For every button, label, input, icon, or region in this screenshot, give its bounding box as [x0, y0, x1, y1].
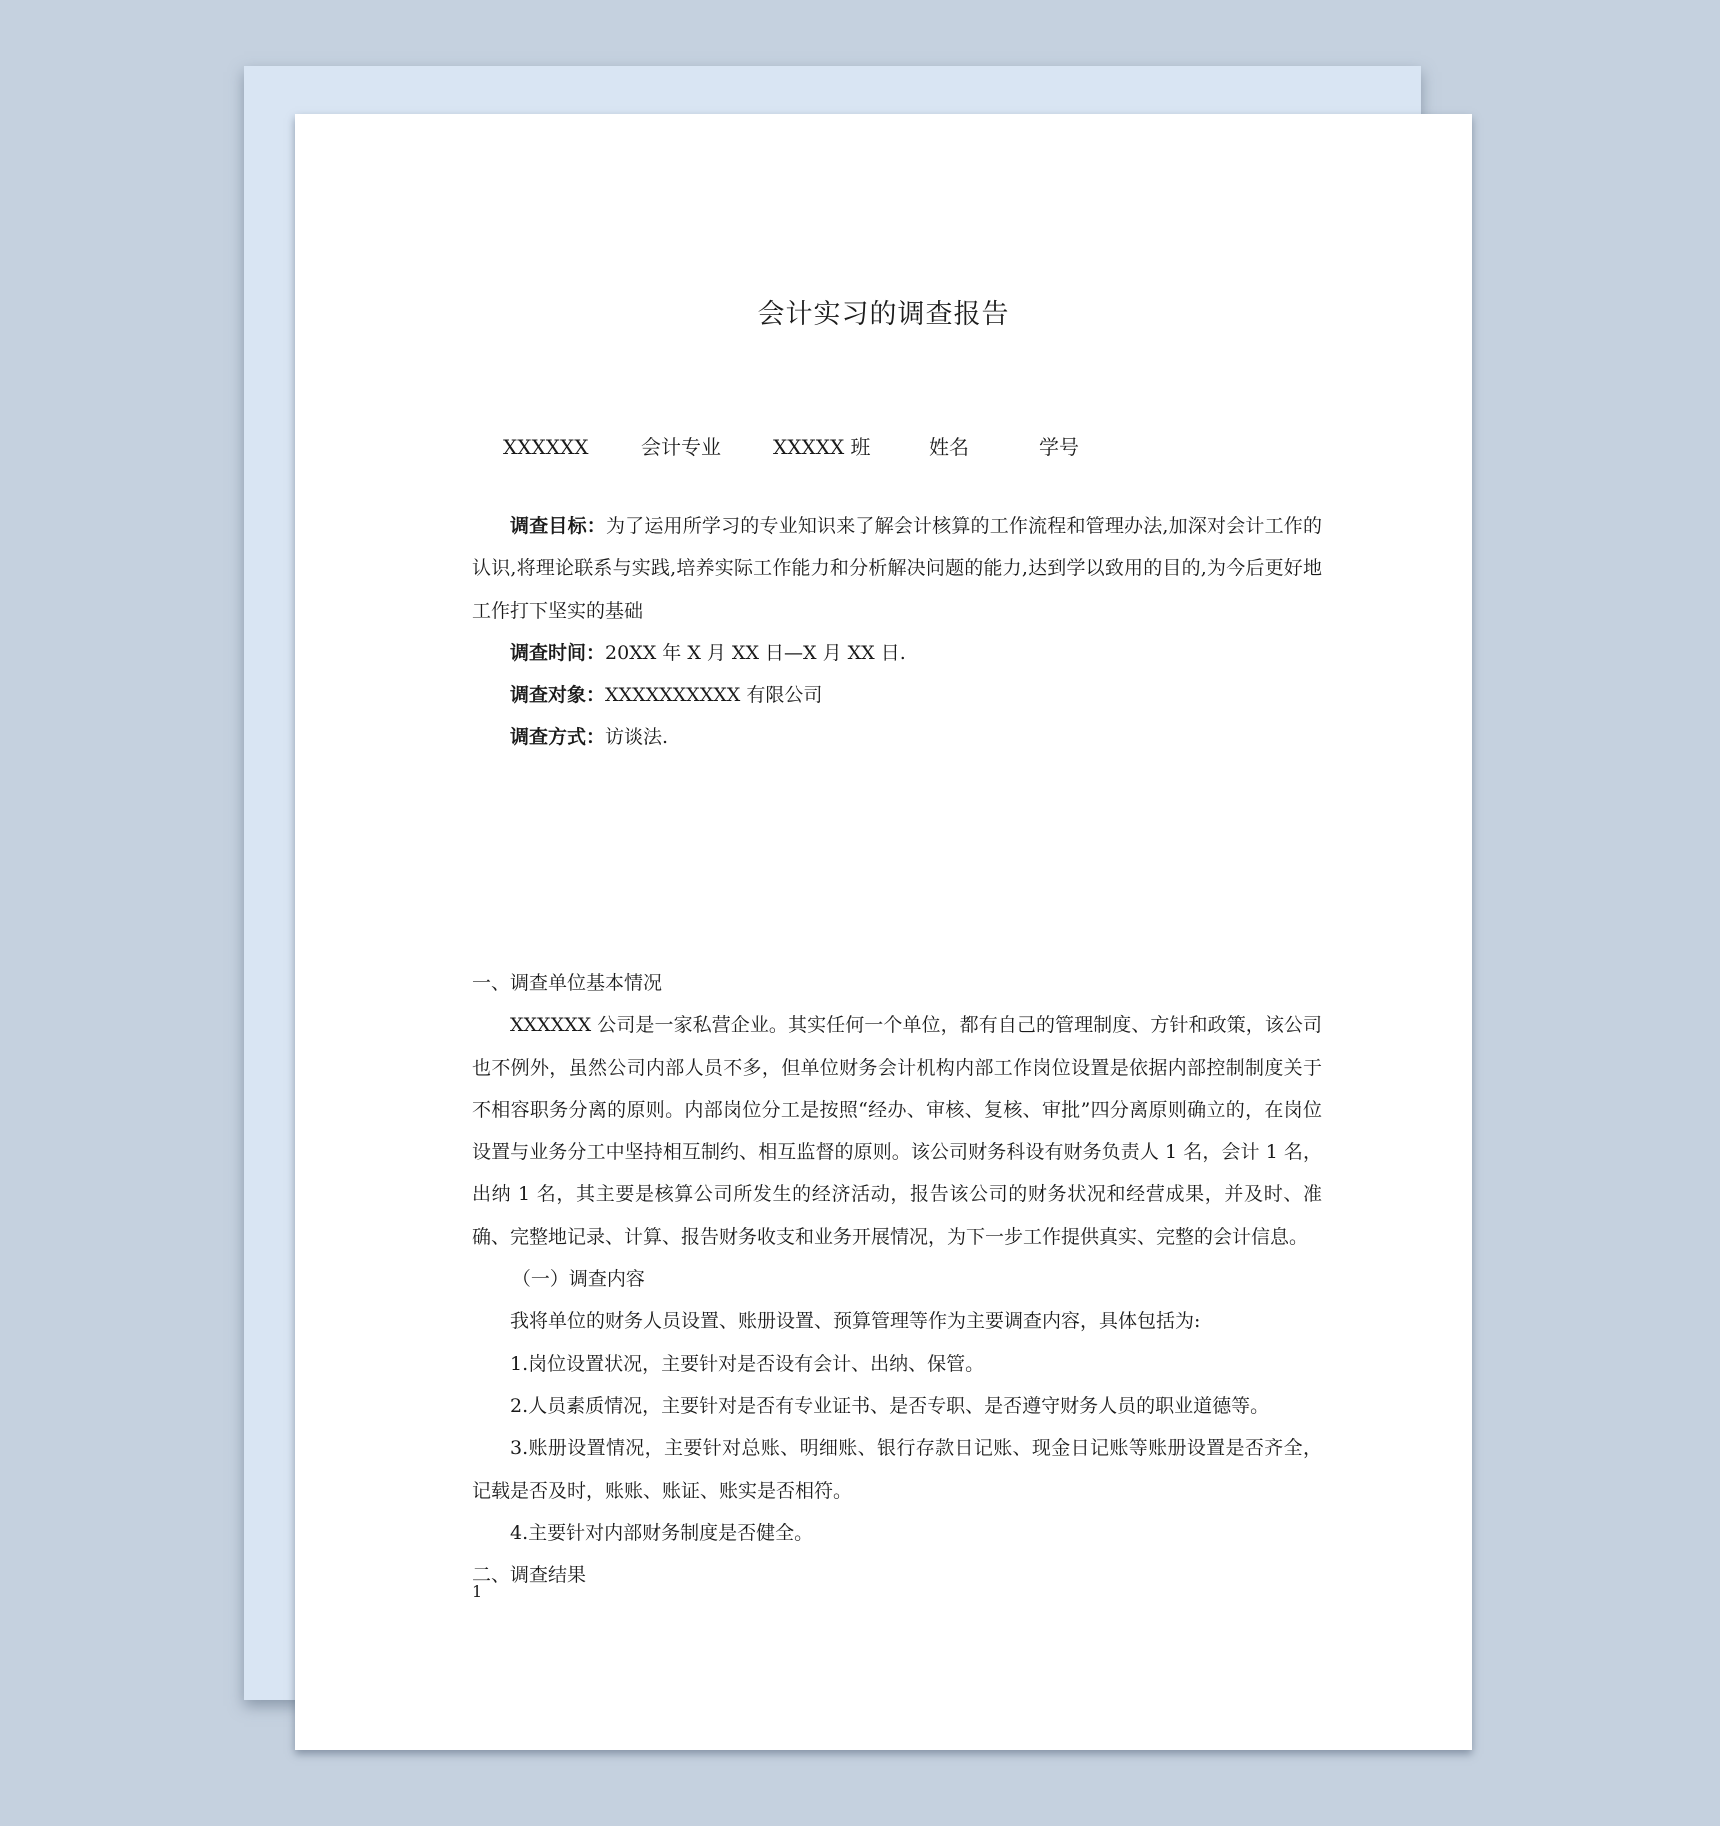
survey-meta — [472, 505, 1322, 759]
target-text: XXXXXXXXXX 有限公司 — [605, 684, 823, 707]
page-number: 1 — [472, 1582, 483, 1601]
time-text: 20XX 年 X 月 XX 日—X 月 XX 日. — [605, 641, 906, 664]
school-field: XXXXXX — [503, 435, 589, 459]
method-text: 访谈法. — [605, 726, 669, 749]
survey-goal — [472, 505, 1322, 632]
section-basic-info — [472, 962, 1322, 1596]
subsection-heading: （一）调查内容 — [511, 1268, 645, 1291]
class-field: XXXXX 班 — [773, 435, 871, 459]
list-item: 4.主要针对内部财务制度是否健全。 — [510, 1521, 814, 1544]
section1-heading: 一、调查单位基本情况 — [472, 972, 663, 994]
student-info-row — [503, 432, 1472, 462]
survey-content-intro: 我将单位的财务人员设置、账册设置、预算管理等作为主要调查内容，具体包括为: — [510, 1310, 1201, 1333]
goal-label: 调查目标： — [510, 515, 606, 537]
method-label: 调查方式： — [510, 726, 606, 749]
name-label: 姓名 — [929, 435, 969, 459]
survey-time — [472, 632, 1322, 674]
major-field: 会计专业 — [641, 435, 721, 459]
list-item: 1.岗位设置状况，主要针对是否设有会计、出纳、保管。 — [510, 1352, 985, 1375]
section2-heading: 二、调查结果 — [472, 1564, 587, 1587]
student-id-label: 学号 — [1039, 435, 1079, 459]
document-page — [295, 114, 1472, 1750]
time-label: 调查时间： — [510, 641, 606, 664]
goal-text: 为了运用所学习的专业知识来了解会计核算的工作流程和管理办法,加深对会计工作的认识,将理论联系与实践,培养实际工作能力和分析解决问题的能力,达到学以致用的目的,为今后更好地工作打下坚实的基础 — [472, 515, 1322, 622]
section1-paragraph: XXXXXX 公司是一家私营企业。其实任何一个单位，都有自己的管理制度、方针和政策，该公司也不例外，虽然公司内部人员不多，但单位财务会计机构内部工作岗位设置是依据内部控制制度关于不相容职务分离的原则。内部岗位分工是按照“经办、审核、复核、审批”四分离原则确立的，在岗位设置与业务分工中坚持相互制约、相互监督的原则。该公司财务科设有财务负责人 1 名，会计 1 名，出纳 1 名，其主要是核算公司所发生的经济活动，报告该公司的财务状况和经营成果，并及时、准确、完整地记录、计算、报告财务收支和业务开展情况，为下一步工作提供真实、完整的会计信息。 — [472, 1014, 1322, 1248]
target-label: 调查对象： — [510, 684, 606, 707]
survey-method — [472, 716, 1322, 758]
document-title: 会计实习的调查报告 — [757, 299, 1010, 330]
list-item: 3.账册设置情况，主要针对总账、明细账、银行存款日记账、现金日记账等账册设置是否齐全，记载是否及时，账账、账证、账实是否相符。 — [472, 1437, 1322, 1502]
survey-target — [472, 674, 1322, 716]
list-item: 2.人员素质情况，主要针对是否有专业证书、是否专职、是否遵守财务人员的职业道德等。 — [510, 1394, 1270, 1417]
